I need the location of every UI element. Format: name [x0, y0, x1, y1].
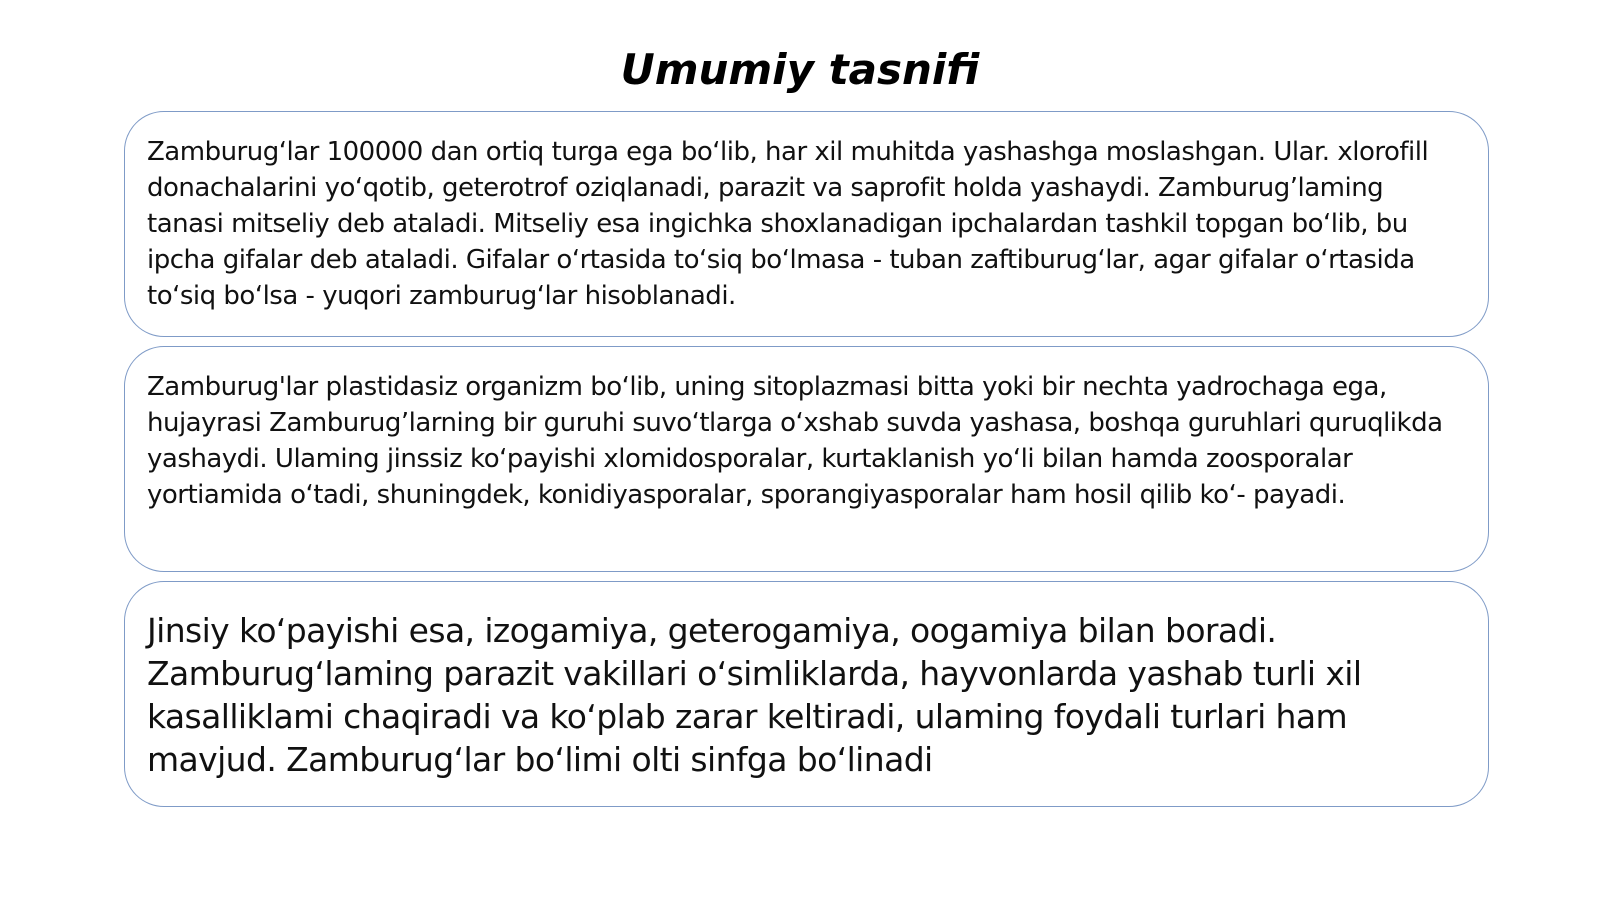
paragraph-sexual-reproduction: Jinsiy ko‘payishi esa, izogamiya, geterogamiya, oogamiya bilan boradi. Zamburug‘laming parazit vakillari o‘simliklarda, hayvonlarda yashab turli xil kasalliklami chaqiradi va ko‘plab zarar keltiradi, ulaming foydali turlari ham mavjud. Zamburug‘lar bo‘limi olti sinfga bo‘linadi [147, 611, 1362, 779]
text-box-structure [124, 346, 1489, 572]
text-box-sexual-reproduction [124, 581, 1489, 807]
text-box-general [124, 111, 1489, 337]
paragraph-general-description: Zamburug‘lar 100000 dan ortiq turga ega bo‘lib, har xil muhitda yashashga moslashgan. Ular. xlorofill donachalarini yo‘qotib, geterotrof oziqlanadi, parazit va saprofit holda yashaydi. Zamburug’laming tanasi mitseliy deb ataladi. Mitseliy esa ingichka shoxlanadigan ipchalardan tashkil topgan bo‘lib, bu ipcha gifalar deb ataladi. Gifalar o‘rtasida to‘siq bo‘lmasa - tuban zaftiburug‘lar, agar gifalar o‘rtasida to‘siq bo‘lsa - yuqori zamburug‘lar hisoblanadi. [147, 137, 1429, 311]
slide-title: Umumiy tasnifi [620, 45, 980, 94]
paragraph-structure-reproduction: Zamburug'lar plastidasiz organizm bo‘lib, uning sitoplazmasi bitta yoki bir nechta yadrochaga ega, hujayrasi Zamburug’larning bir guruhi suvo‘tlarga o‘xshab suvda yashasa, boshqa guruhlari quruqlikda yashaydi. Ulaming jinssiz ko‘payishi xlomidosporalar, kurtaklanish yo‘li bilan hamda zoosporalar yortiamida o‘tadi, shuningdek, konidiyasporalar, sporangiyasporalar ham hosil qilib ko‘- payadi. [147, 372, 1443, 510]
